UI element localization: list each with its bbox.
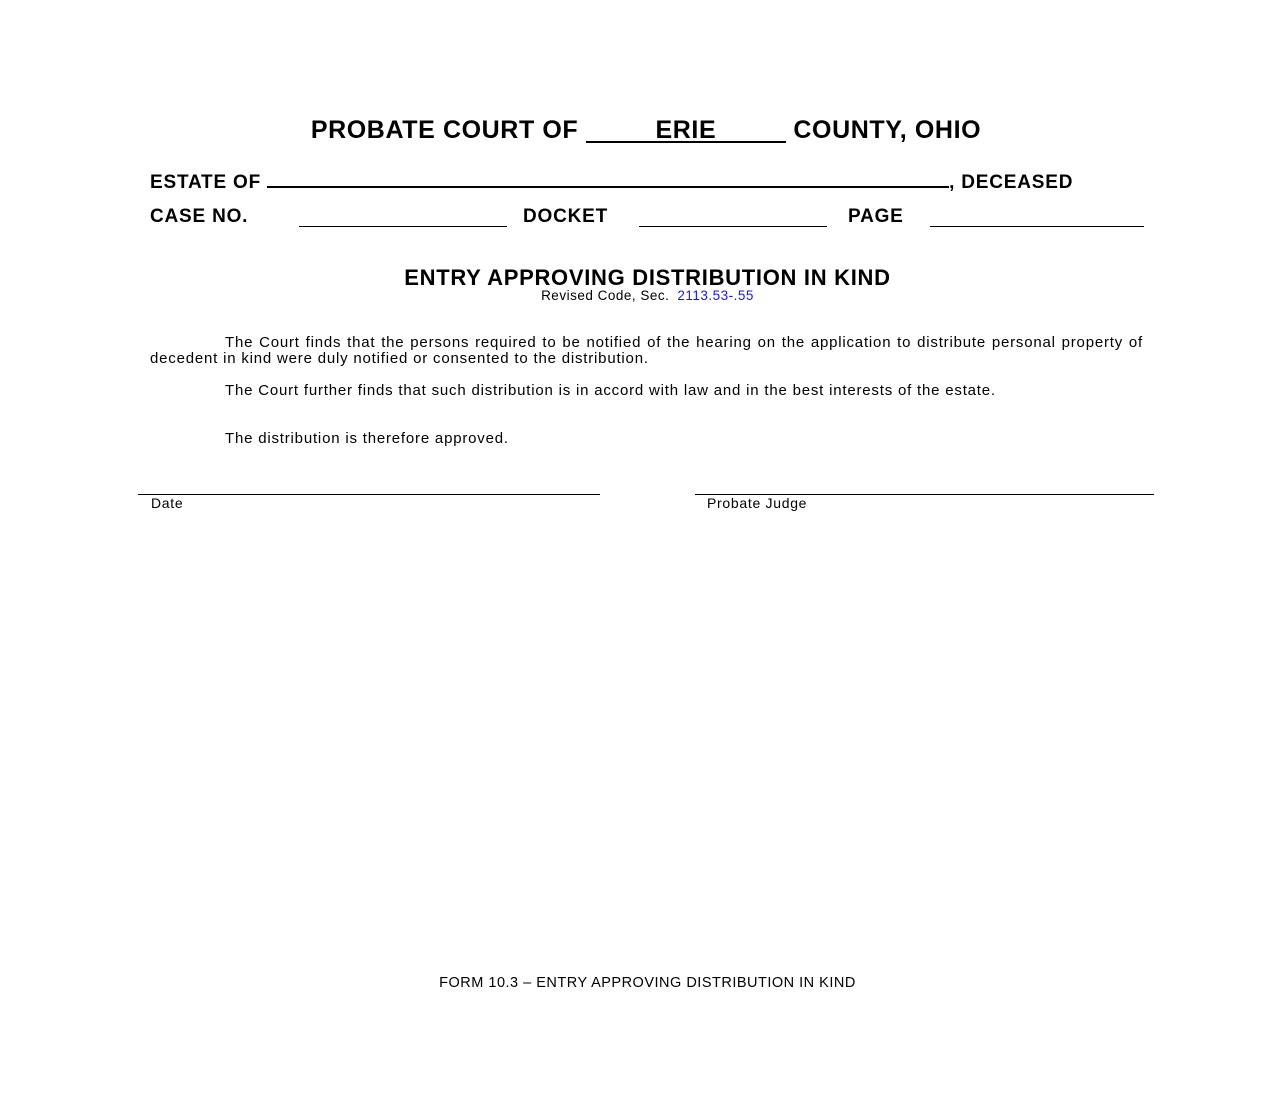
revised-code-label: Revised Code, Sec. bbox=[541, 288, 670, 303]
court-prefix: PROBATE COURT OF bbox=[310, 116, 579, 144]
paragraph-text: The Court finds that the persons required to be notified of the hearing on the application to distribute personal property of decedent in kind were duly notified or consented to the distribution. bbox=[150, 334, 1143, 367]
paragraph-text: The distribution is therefore approved. bbox=[225, 430, 509, 447]
date-label: Date bbox=[151, 495, 184, 511]
revised-code-section-link[interactable]: 2113.53-.55 bbox=[677, 288, 754, 303]
entry-title: ENTRY APPROVING DISTRIBUTION IN KIND bbox=[404, 265, 891, 290]
docket-field[interactable] bbox=[639, 226, 827, 227]
revised-code bbox=[0, 288, 1275, 303]
probate-judge-label: Probate Judge bbox=[707, 495, 808, 511]
finding-paragraph-1 bbox=[150, 335, 1143, 367]
docket-label: DOCKET bbox=[523, 206, 609, 227]
page-label: PAGE bbox=[848, 206, 904, 227]
deceased-label: , DECEASED bbox=[949, 172, 1074, 193]
court-suffix: COUNTY, OHIO bbox=[793, 116, 982, 144]
case-no-field[interactable] bbox=[299, 226, 507, 227]
estate-label: ESTATE OF bbox=[150, 172, 261, 193]
case-no-label: CASE NO. bbox=[150, 206, 249, 227]
paragraph-text: The Court further finds that such distribution is in accord with law and in the best interests of the estate. bbox=[225, 382, 996, 399]
court-heading bbox=[0, 116, 1275, 145]
county-field[interactable]: ERIE bbox=[586, 119, 786, 143]
estate-row bbox=[150, 168, 1073, 194]
finding-paragraph-2 bbox=[150, 383, 1143, 399]
estate-name-field[interactable] bbox=[267, 168, 949, 188]
date-signature-line[interactable] bbox=[138, 494, 600, 495]
approval-paragraph bbox=[150, 431, 1143, 447]
page-field[interactable] bbox=[930, 226, 1144, 227]
form-footer: FORM 10.3 – ENTRY APPROVING DISTRIBUTION IN KIND bbox=[439, 975, 856, 991]
